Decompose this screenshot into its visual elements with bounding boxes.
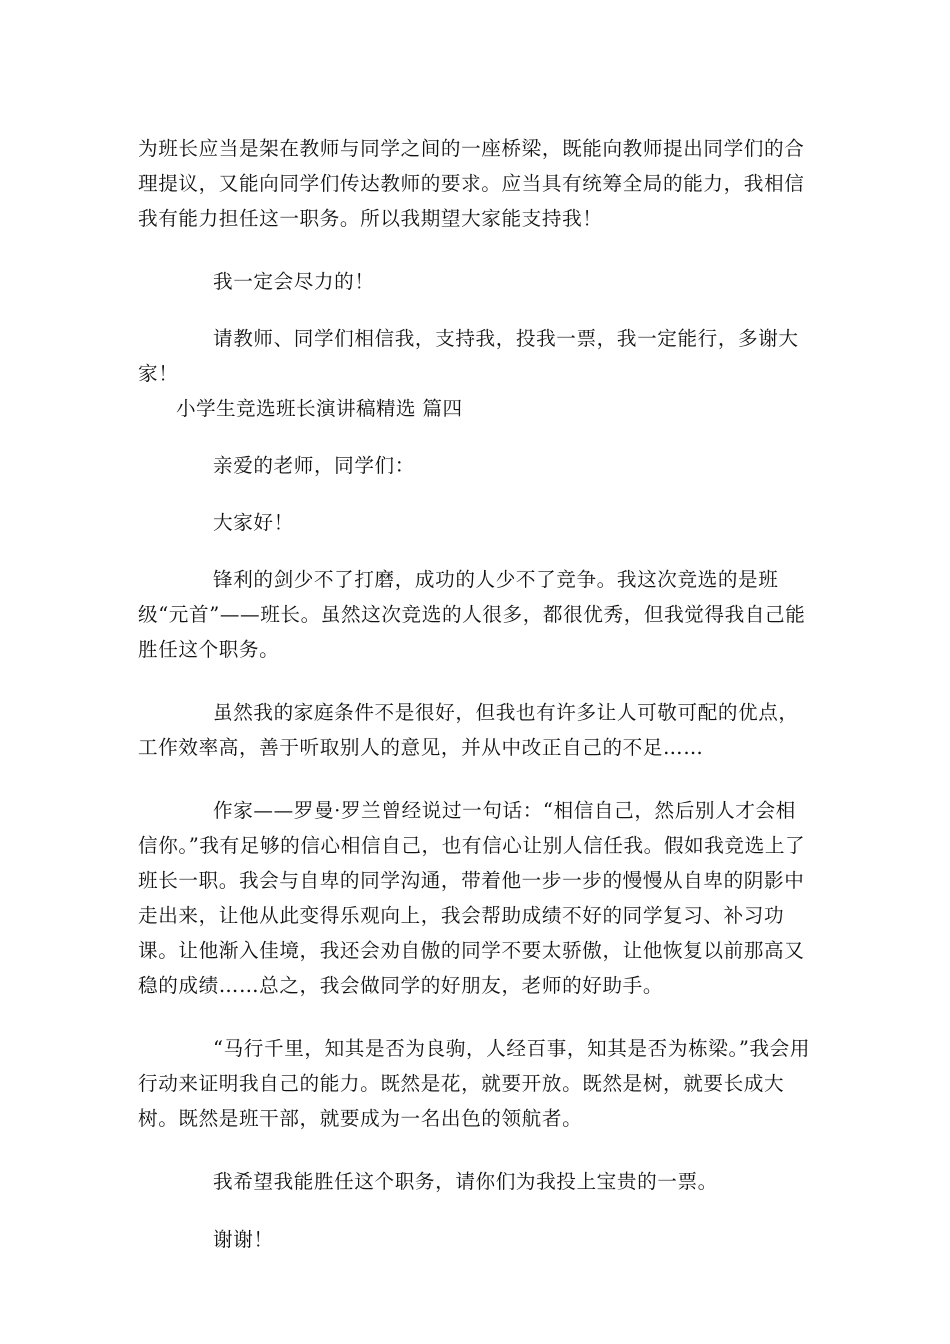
paragraph-salutation: 亲爱的老师，同学们： xyxy=(213,454,415,477)
paragraph-vote-request: 请教师、同学们相信我，支持我，投我一票，我一定能行，多谢大家！ xyxy=(138,327,799,385)
section-heading: 小学生竞选班长演讲稿精选 篇四 xyxy=(176,397,463,420)
document-body xyxy=(138,131,812,1257)
paragraph-thanks: 谢谢！ xyxy=(213,1228,274,1251)
paragraph-greeting: 大家好！ xyxy=(213,511,294,534)
paragraph-hope: 我希望我能胜任这个职务，请你们为我投上宝贵的一票。 xyxy=(213,1170,718,1193)
paragraph-promise: 我一定会尽力的！ xyxy=(213,270,375,293)
paragraph-continuation: 为班长应当是架在教师与同学之间的一座桥梁，既能向教师提出同学们的合理提议，又能向同学们传达教师的要求。应当具有统筹全局的能力，我相信我有能力担任这一职务。所以我期望大家能支持我！ xyxy=(138,137,805,230)
paragraph-horse-quote: “马行千里，知其是否为良驹，人经百事，知其是否为栋梁。”我会用行动来证明我自己的能力。既然是花，就要开放。既然是树，就要长成大树。既然是班干部，就要成为一名出色的领航者。 xyxy=(138,1037,811,1130)
paragraph-strengths: 虽然我的家庭条件不是很好，但我也有许多让人可敬可配的优点，工作效率高，善于听取别人的意见，并从中改正自己的不足…… xyxy=(138,701,799,759)
paragraph-competition: 锋利的剑少不了打磨，成功的人少不了竞争。我这次竞选的是班级“元首”——班长。虽然这次竞选的人很多，都很优秀，但我觉得我自己能胜任这个职务。 xyxy=(138,568,806,661)
paragraph-quote-plan: 作家——罗曼·罗兰曾经说过一句话：“相信自己，然后别人才会相信你。”我有足够的信心相信自己，也有信心让别人信任我。假如我竞选上了班长一职。我会与自卑的同学沟通，带着他一步一步的慢慢从自卑的阴影中走出来，让他从此变得乐观向上，我会帮助成绩不好的同学复习、补习功课。让他渐入佳境，我还会劝自傲的同学不要太骄傲，让他恢复以前那高又稳的成绩……总之，我会做同学的好朋友，老师的好助手。 xyxy=(138,799,806,997)
